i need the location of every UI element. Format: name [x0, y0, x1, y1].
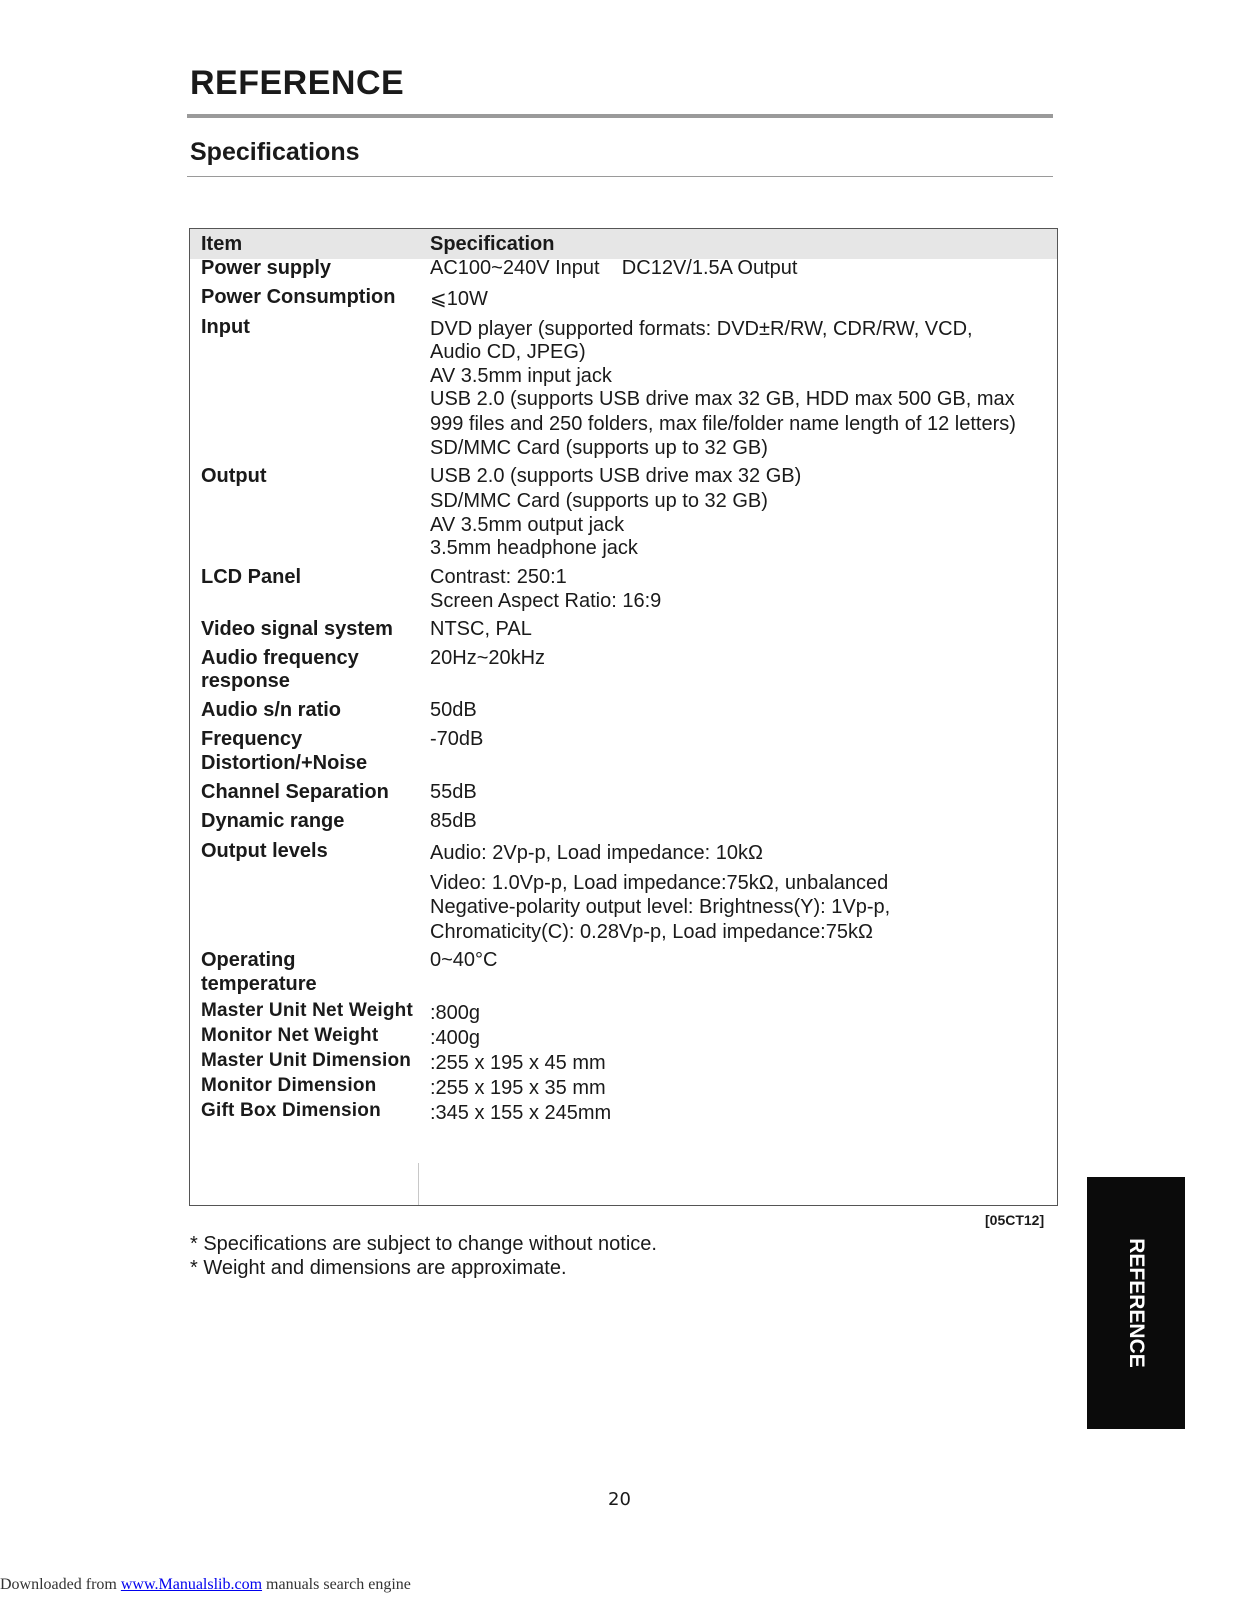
- download-footer: [0, 1576, 411, 1594]
- item-lcd-panel: LCD Panel: [201, 566, 302, 588]
- spec-input-line: USB 2.0 (supports USB drive max 32 GB, HDD max 500 GB, max: [430, 388, 1015, 410]
- item-audio-frequency: response: [201, 670, 290, 692]
- spec-input-line: Audio CD, JPEG): [430, 341, 586, 363]
- item-power-supply: Power supply: [201, 257, 332, 279]
- spec-channel-separation: 55dB: [430, 781, 477, 803]
- spec-monitor-dimension: :255 x 195 x 35 mm: [430, 1077, 606, 1099]
- spec-output-line: 3.5mm headphone jack: [430, 537, 638, 559]
- item-output: Output: [201, 465, 267, 487]
- item-frequency-distortion: Distortion/+Noise: [201, 752, 368, 774]
- spec-power-consumption: ⩽10W: [430, 288, 488, 310]
- side-tab-label: REFERENCE: [1125, 1238, 1148, 1368]
- spec-output-levels-line: Negative-polarity output level: Brightness(Y): 1Vp-p,: [430, 896, 891, 918]
- spec-master-unit-dimension: :255 x 195 x 45 mm: [430, 1052, 606, 1074]
- note-approximate: * Weight and dimensions are approximate.: [190, 1257, 567, 1279]
- item-operating-temperature: Operating: [201, 949, 296, 971]
- item-dynamic-range: Dynamic range: [201, 810, 345, 832]
- spec-input-line: SD/MMC Card (supports up to 32 GB): [430, 437, 768, 459]
- page-number: 20: [608, 1489, 631, 1510]
- item-video-signal-system: Video signal system: [201, 618, 393, 640]
- document-code: [05CT12]: [985, 1212, 1045, 1228]
- page-title: REFERENCE: [190, 64, 405, 102]
- spec-audio-sn-ratio: 50dB: [430, 699, 477, 721]
- spec-output-levels-line: Chromaticity(C): 0.28Vp-p, Load impedance:75kΩ: [430, 921, 873, 943]
- specifications-table: [189, 228, 1058, 1206]
- spec-dynamic-range: 85dB: [430, 810, 477, 832]
- spec-video-signal-system: NTSC, PAL: [430, 618, 532, 640]
- item-power-consumption: Power Consumption: [201, 286, 396, 308]
- item-channel-separation: Channel Separation: [201, 781, 389, 803]
- title-divider: [187, 114, 1053, 118]
- item-input: Input: [201, 316, 250, 338]
- table-header-row: [190, 229, 1057, 259]
- item-monitor-dimension: Monitor Dimension: [201, 1075, 377, 1096]
- side-section-tab: [1087, 1177, 1185, 1429]
- spec-output-levels-line: Video: 1.0Vp-p, Load impedance:75kΩ, unbalanced: [430, 872, 889, 894]
- spec-frequency-distortion: -70dB: [430, 728, 484, 750]
- section-title: Specifications: [190, 138, 360, 166]
- spec-lcd-line: Contrast: 250:1: [430, 566, 567, 588]
- spec-output-line: USB 2.0 (supports USB drive max 32 GB): [430, 465, 802, 487]
- spec-lcd-line: Screen Aspect Ratio: 16:9: [430, 590, 662, 612]
- spec-gift-box-dimension: :345 x 155 x 245mm: [430, 1102, 612, 1124]
- spec-operating-temperature: 0~40°C: [430, 949, 498, 971]
- download-prefix: Downloaded from: [0, 1576, 121, 1593]
- spec-monitor-net-weight: :400g: [430, 1027, 481, 1049]
- header-item: Item: [201, 233, 243, 255]
- spec-output-line: SD/MMC Card (supports up to 32 GB): [430, 490, 768, 512]
- section-divider: [187, 176, 1053, 177]
- spec-audio-frequency: 20Hz~20kHz: [430, 647, 546, 669]
- spec-input-line: AV 3.5mm input jack: [430, 365, 612, 387]
- note-specifications-change: * Specifications are subject to change without notice.: [190, 1233, 657, 1255]
- item-operating-temperature: temperature: [201, 973, 317, 995]
- item-gift-box-dimension: Gift Box Dimension: [201, 1100, 381, 1121]
- spec-master-unit-net-weight: :800g: [430, 1002, 481, 1024]
- item-audio-sn-ratio: Audio s/n ratio: [201, 699, 341, 721]
- item-audio-frequency: Audio frequency: [201, 647, 359, 669]
- header-specification: Specification: [430, 233, 555, 255]
- spec-power-supply: AC100~240V Input DC12V/1.5A Output: [430, 257, 798, 279]
- manualslib-link[interactable]: www.Manualslib.com: [120, 1576, 263, 1593]
- item-frequency-distortion: Frequency: [201, 728, 303, 750]
- item-master-unit-net-weight: Master Unit Net Weight: [201, 1000, 414, 1021]
- spec-output-levels-line: Audio: 2Vp-p, Load impedance: 10kΩ: [430, 842, 763, 864]
- spec-input-line: DVD player (supported formats: DVD±R/RW, CDR/RW, VCD,: [430, 318, 973, 340]
- spec-input-line: 999 files and 250 folders, max file/folder name length of 12 letters): [430, 413, 1016, 435]
- item-master-unit-dimension: Master Unit Dimension: [201, 1050, 412, 1071]
- item-monitor-net-weight: Monitor Net Weight: [201, 1025, 379, 1046]
- download-suffix: manuals search engine: [262, 1576, 411, 1593]
- item-output-levels: Output levels: [201, 840, 328, 862]
- spec-output-line: AV 3.5mm output jack: [430, 514, 625, 536]
